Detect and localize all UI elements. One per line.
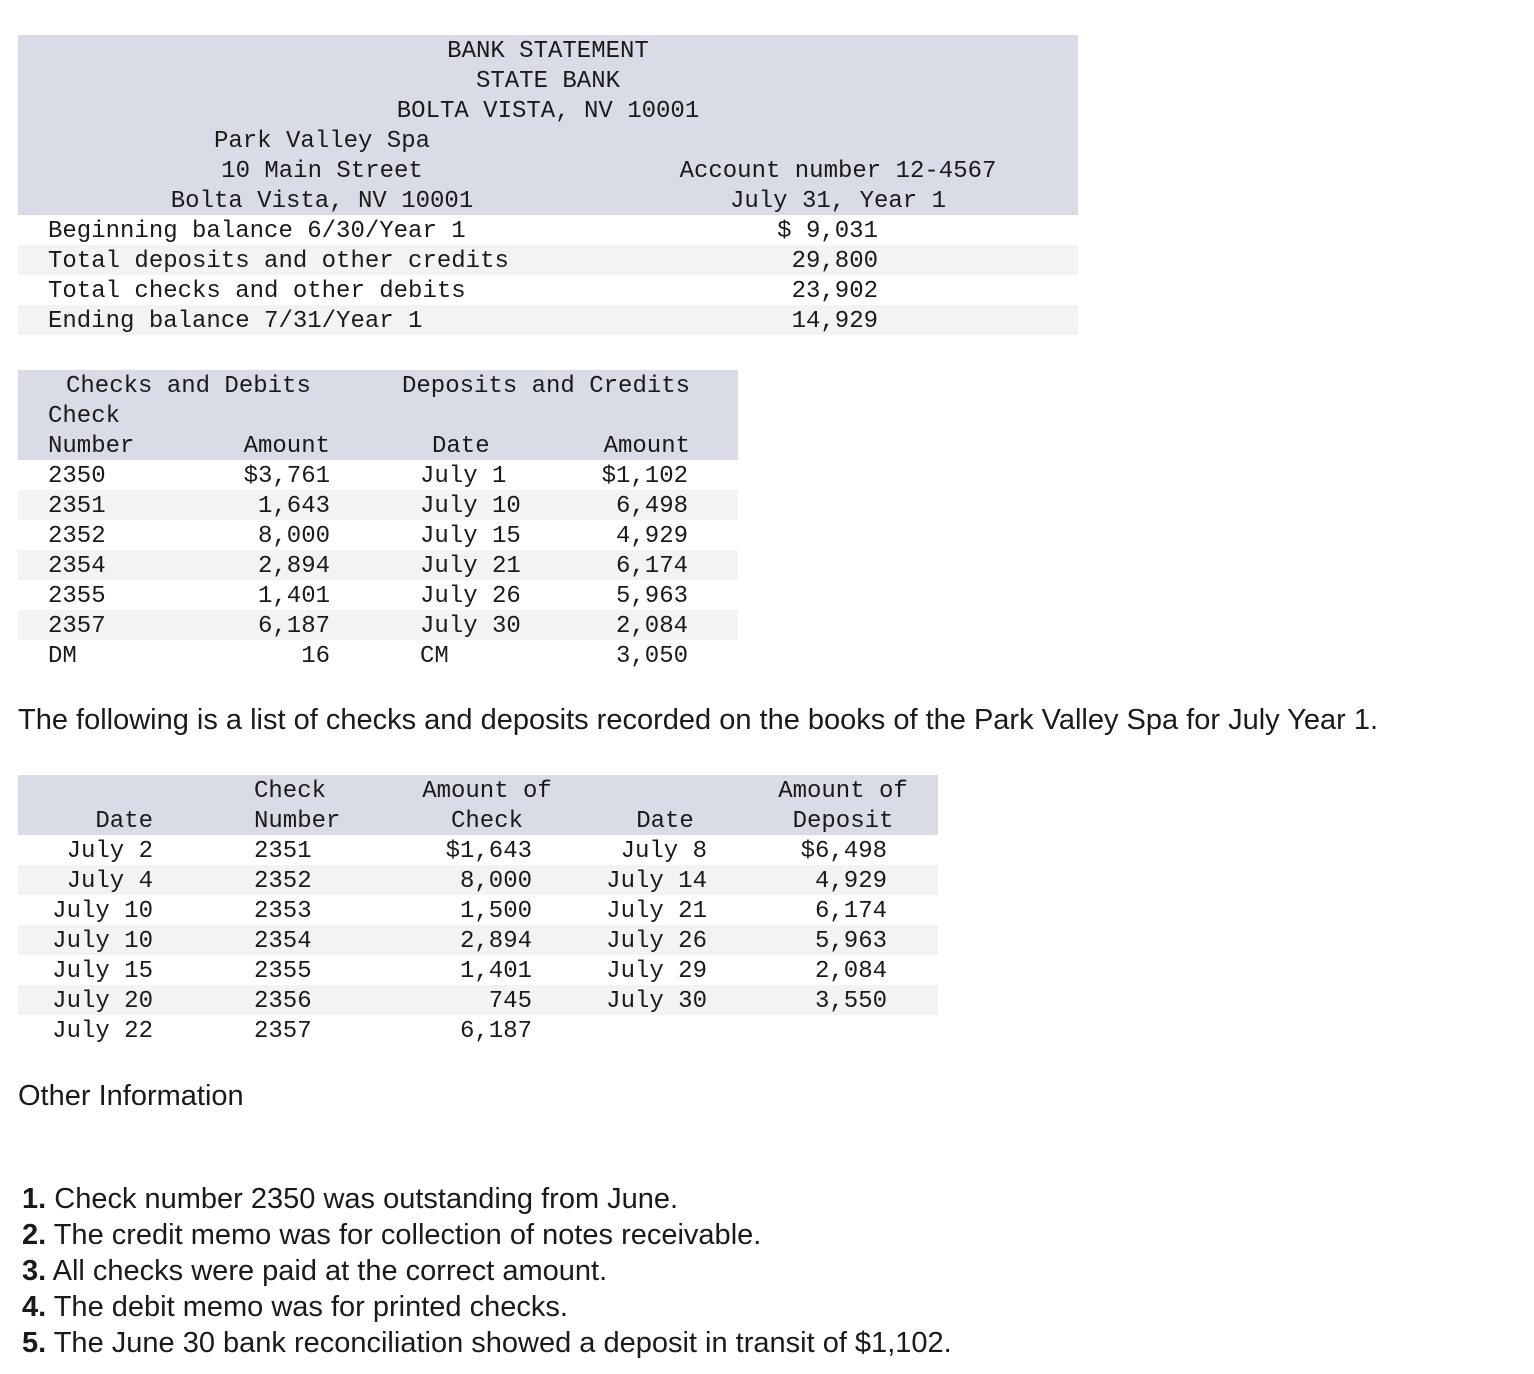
check-number: 2352 — [254, 868, 312, 895]
col-header: Number — [254, 808, 341, 835]
summary-value: $ 9,031 — [777, 218, 878, 245]
item-text: Check number 2350 was outstanding from June. — [46, 1183, 679, 1215]
item-number: 3. — [22, 1255, 47, 1287]
check-number: 2353 — [254, 898, 312, 925]
deposit-amount: $1,102 — [601, 463, 688, 490]
statement-date: July 31, Year 1 — [729, 188, 947, 215]
item-text: All checks were paid at the correct amount. — [46, 1255, 608, 1287]
table-row — [0, 552, 760, 582]
check-number: 2352 — [48, 523, 106, 550]
check-amount: 745 — [488, 988, 532, 1015]
table-row — [0, 642, 760, 672]
table-row — [0, 957, 960, 987]
check-number: 2355 — [48, 583, 106, 610]
check-amount: 8,000 — [257, 523, 330, 550]
item-text: The credit memo was for collection of notes receivable. — [46, 1219, 762, 1251]
deposit-date: July 26 — [420, 583, 521, 610]
table-row — [0, 927, 960, 957]
col-header: Amount of — [422, 778, 552, 805]
check-date: July 10 — [52, 898, 153, 925]
deposits-heading: Deposits and Credits — [402, 373, 691, 400]
col-header: Check — [48, 403, 121, 430]
table-row — [0, 897, 960, 927]
check-number: DM — [48, 643, 77, 670]
deposit-amount: 5,963 — [615, 583, 688, 610]
other-info-list — [22, 1181, 952, 1361]
item-number: 4. — [22, 1291, 47, 1323]
table-row — [0, 522, 760, 552]
check-date: July 15 — [52, 958, 153, 985]
check-number: 2351 — [254, 838, 312, 865]
deposit-amount: 2,084 — [615, 613, 688, 640]
item-number: 5. — [22, 1327, 47, 1359]
check-amount: $1,643 — [445, 838, 532, 865]
list-item — [22, 1325, 952, 1361]
list-item — [22, 1181, 952, 1217]
list-item — [22, 1217, 952, 1253]
check-date: July 2 — [66, 838, 153, 865]
summary-value: 23,902 — [791, 278, 878, 305]
customer-city: Bolta Vista, NV 10001 — [170, 188, 474, 215]
table-row — [0, 837, 960, 867]
check-date: July 20 — [52, 988, 153, 1015]
check-amount: 6,187 — [257, 613, 330, 640]
deposit-date: July 21 — [420, 553, 521, 580]
item-number: 1. — [22, 1183, 47, 1215]
deposit-amount: $6,498 — [800, 838, 887, 865]
deposit-date: July 10 — [420, 493, 521, 520]
col-header: Check — [254, 778, 327, 805]
check-number: 2357 — [254, 1018, 312, 1045]
deposit-amount: 2,084 — [814, 958, 887, 985]
check-number: 2357 — [48, 613, 106, 640]
item-text: The debit memo was for printed checks. — [46, 1291, 568, 1323]
deposit-date: July 29 — [606, 958, 707, 985]
other-info-heading: Other Information — [18, 1080, 244, 1112]
col-header: Date — [432, 433, 490, 460]
col-header: Deposit — [792, 808, 894, 835]
summary-label: Beginning balance 6/30/Year 1 — [48, 218, 466, 245]
check-number: 2355 — [254, 958, 312, 985]
check-date: July 10 — [52, 928, 153, 955]
check-date: July 4 — [66, 868, 153, 895]
check-number: 2354 — [254, 928, 312, 955]
deposit-amount: 6,174 — [615, 553, 688, 580]
deposit-amount: 5,963 — [814, 928, 887, 955]
customer-name: Park Valley Spa — [213, 128, 431, 155]
check-amount: 1,401 — [459, 958, 532, 985]
col-header: Amount — [603, 433, 690, 460]
deposit-date: July 30 — [420, 613, 521, 640]
item-number: 2. — [22, 1219, 47, 1251]
table-row — [0, 492, 760, 522]
bank-city: BOLTA VISTA, NV 10001 — [396, 98, 700, 125]
intro-text: The following is a list of checks and deposits recorded on the books of the Park Valley Spa for July Year 1. — [18, 704, 1379, 736]
check-number: 2356 — [254, 988, 312, 1015]
table-row — [0, 987, 960, 1017]
check-amount: 16 — [301, 643, 330, 670]
deposit-date: CM — [420, 643, 449, 670]
col-header: Date — [95, 808, 153, 835]
col-header: Date — [636, 808, 694, 835]
customer-street: 10 Main Street — [221, 158, 423, 185]
check-amount: 8,000 — [459, 868, 532, 895]
check-number: 2354 — [48, 553, 106, 580]
col-header: Amount — [243, 433, 330, 460]
table-row — [0, 612, 760, 642]
col-header: Number — [48, 433, 135, 460]
deposit-amount: 4,929 — [814, 868, 887, 895]
table-row — [0, 867, 960, 897]
table-row — [0, 582, 760, 612]
summary-label: Ending balance 7/31/Year 1 — [48, 308, 423, 335]
summary-label: Total deposits and other credits — [48, 248, 509, 275]
deposit-date: July 1 — [420, 463, 507, 490]
table-row — [0, 462, 760, 492]
col-header: Check — [450, 808, 523, 835]
check-amount: 2,894 — [459, 928, 532, 955]
check-amount: 1,643 — [257, 493, 330, 520]
item-text: The June 30 bank reconciliation showed a deposit in transit of $1,102. — [46, 1327, 952, 1359]
bank-name: STATE BANK — [475, 68, 621, 95]
deposit-date: July 30 — [606, 988, 707, 1015]
check-number: 2351 — [48, 493, 106, 520]
list-item — [22, 1253, 952, 1289]
check-amount: $3,761 — [243, 463, 330, 490]
summary-value: 14,929 — [791, 308, 878, 335]
deposit-date: July 26 — [606, 928, 707, 955]
check-amount: 1,500 — [459, 898, 532, 925]
deposit-amount: 6,174 — [814, 898, 887, 925]
check-number: 2350 — [48, 463, 106, 490]
deposit-amount: 4,929 — [615, 523, 688, 550]
account-number: Account number 12-4567 — [679, 158, 997, 185]
check-amount: 6,187 — [459, 1018, 532, 1045]
deposit-date: July 15 — [420, 523, 521, 550]
summary-label: Total checks and other debits — [48, 278, 466, 305]
table-row — [0, 1017, 960, 1047]
summary-value: 29,800 — [791, 248, 878, 275]
statement-title: BANK STATEMENT — [447, 38, 649, 65]
deposit-date: July 14 — [606, 868, 707, 895]
check-amount: 1,401 — [257, 583, 330, 610]
list-item — [22, 1289, 952, 1325]
check-amount: 2,894 — [257, 553, 330, 580]
deposit-date: July 8 — [620, 838, 707, 865]
check-date: July 22 — [52, 1018, 153, 1045]
deposit-amount: 6,498 — [615, 493, 688, 520]
checks-heading: Checks and Debits — [66, 373, 311, 400]
deposit-amount: 3,550 — [814, 988, 887, 1015]
deposit-amount: 3,050 — [615, 643, 688, 670]
deposit-date: July 21 — [606, 898, 707, 925]
col-header: Amount of — [778, 778, 908, 805]
